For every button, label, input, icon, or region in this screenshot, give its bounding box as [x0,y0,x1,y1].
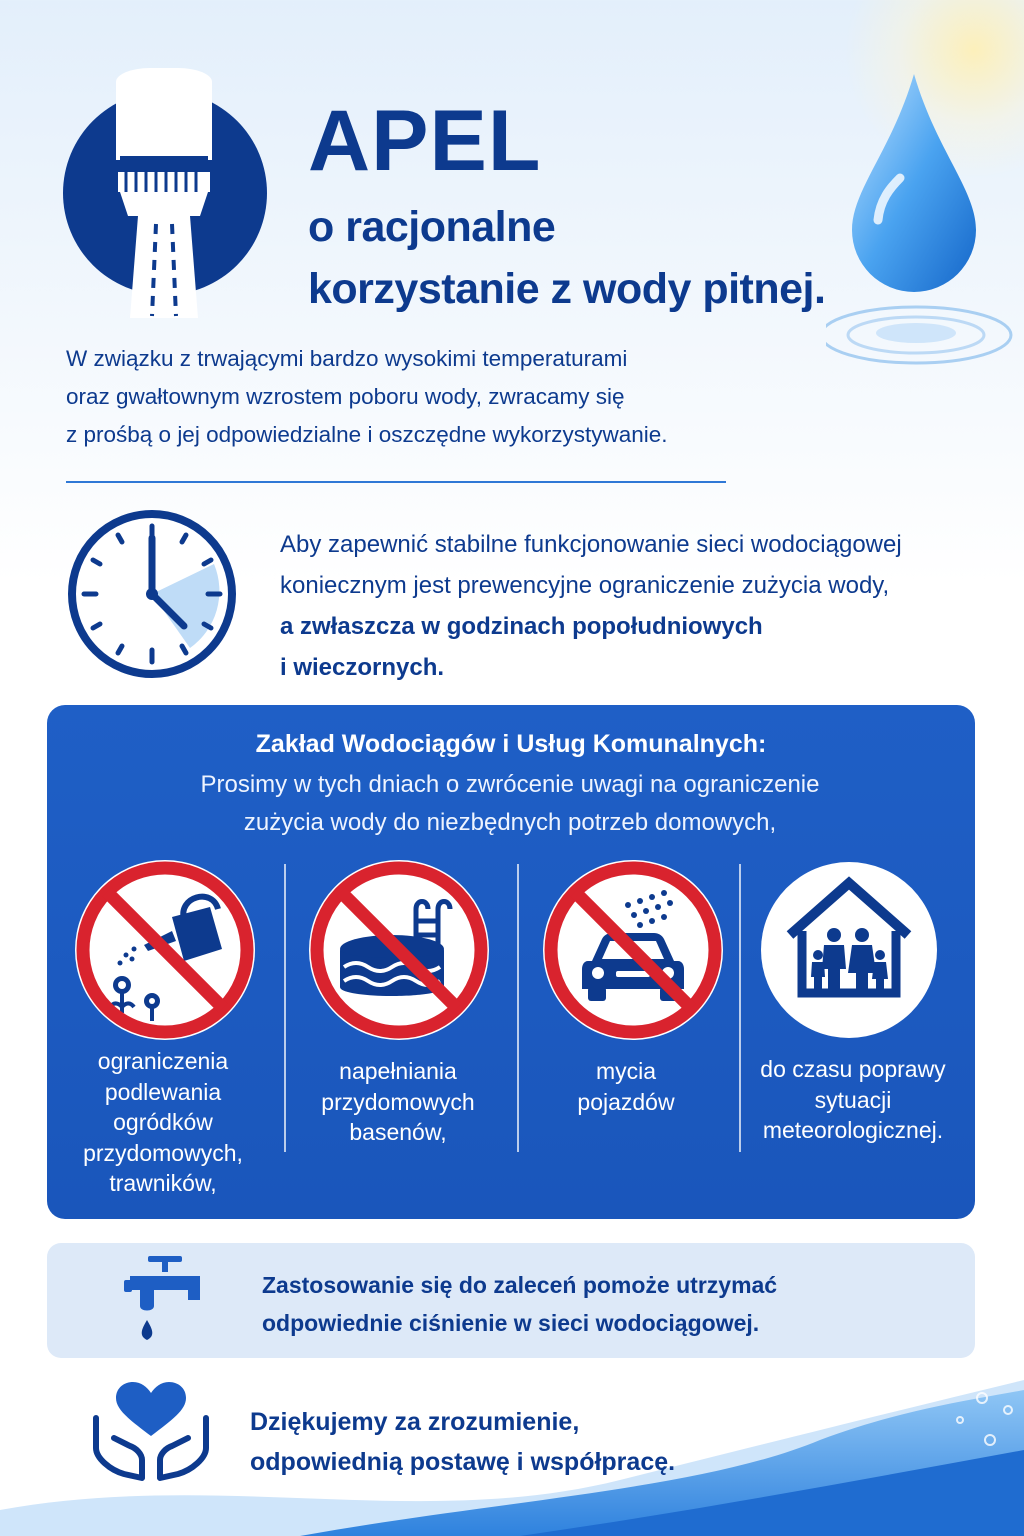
caption-line: trawników, [109,1170,217,1196]
panel-sub-line-2: zużycia wody do niezbędnych potrzeb domowych, [243,809,777,836]
thanks-line-1: Dziękujemy za zrozumienie, [250,1408,580,1436]
panel-sub-line-1: Prosimy w tych dniach o zwrócenie uwagi na ograniczenie [200,771,820,798]
caption-line: napełniania [339,1058,457,1084]
caption-pool [293,1056,503,1148]
caption-line: basenów, [349,1119,447,1145]
caption-line: podlewania [104,1078,222,1105]
subtitle-line-1: o racjonalne [308,203,556,251]
caption-line: sytuacji [814,1086,892,1113]
thanks-text [250,1402,810,1482]
notice-bold-line-2: i wieczornych. [280,654,445,681]
column-divider [284,864,286,1152]
tap-notice-line-2: odpowiednie ciśnienie w sieci wodociągowej. [262,1310,760,1336]
caption-line: mycia [595,1058,657,1084]
intro-line-3: z prośbą o jej odpowiedzialne i oszczędne wykorzystywanie. [66,422,668,447]
page-subtitle [308,196,825,320]
intro-line-1: W związku z trwającymi bardzo wysokimi temperaturami [66,346,628,371]
caption-watering [58,1046,268,1199]
caption-line: przydomowych [321,1088,475,1115]
column-divider [517,864,519,1152]
page-title: APEL [308,93,542,189]
notice-line-1: Aby zapewnić stabilne funkcjonowanie sieci wodociągowej [280,531,902,558]
caption-line: przydomowych, [83,1139,243,1166]
water-tower-icon [60,68,270,318]
thanks-line-2: odpowiednią postawę i współpracę. [250,1448,676,1476]
section-divider [66,481,726,483]
family-home-icon [760,861,938,1039]
clock-icon [66,508,238,680]
caption-line: pojazdów [577,1088,675,1115]
caption-car-wash [521,1056,731,1117]
no-watering-icon [72,857,258,1043]
caption-line: do czasu poprawy [760,1056,946,1082]
caption-line: ograniczenia [97,1048,229,1074]
notice-paragraph [280,524,980,688]
panel-heading: Zakład Wodociągów i Usług Komunalnych: [255,730,767,758]
caption-until [748,1054,958,1146]
no-car-wash-icon [540,857,726,1043]
caption-line: ogródków [113,1109,213,1135]
intro-paragraph [66,340,786,454]
tap-notice-line-1: Zastosowanie się do zaleceń pomoże utrzymać [262,1272,778,1298]
intro-line-2: oraz gwałtownym wzrostem poboru wody, zwracamy się [66,384,625,409]
panel-subtext [120,766,900,842]
notice-line-2: koniecznym jest prewencyjne ograniczenie zużycia wody, [280,572,890,599]
column-divider [739,864,741,1152]
caption-line: meteorologicznej. [762,1117,944,1143]
notice-bold-line-1: a zwłaszcza w godzinach popołudniowych [280,613,763,640]
subtitle-line-2: korzystanie z wody pitnej. [308,265,826,313]
water-drop-icon [826,70,1024,400]
heart-hands-icon [90,1378,212,1488]
no-pool-icon [306,857,492,1043]
